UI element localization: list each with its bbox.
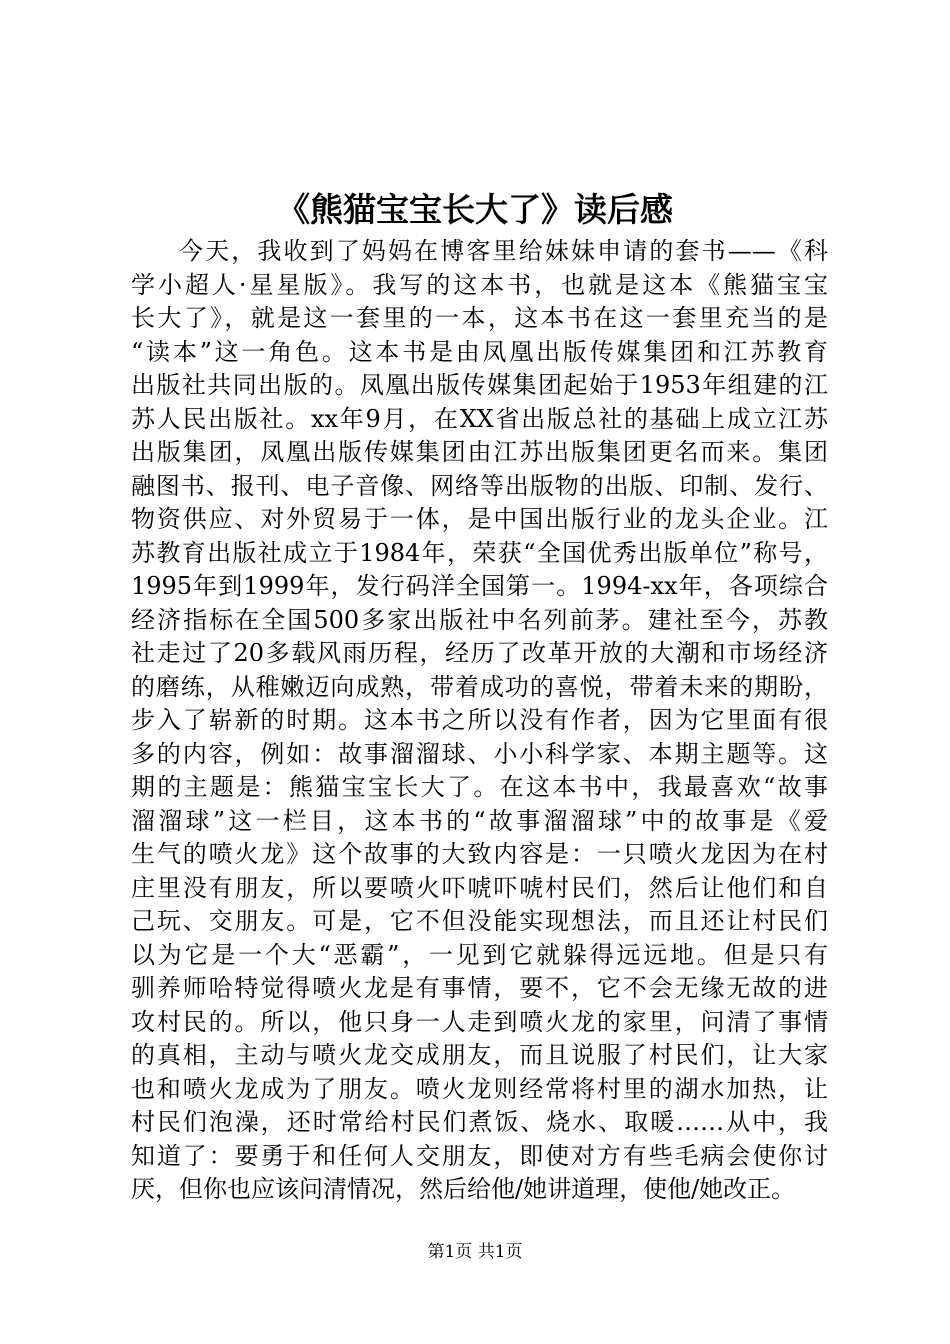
body-line: 也和喷火龙成为了朋友。喷火龙则经常将村里的湖水加热，让 (131, 1074, 828, 1103)
body-line: 社走过了20多载风雨历程，经历了改革开放的大潮和市场经济 (131, 639, 828, 667)
body-line: 苏教育出版社成立于1984年，荣获“全国优秀出版单位”称号， (131, 538, 828, 567)
body-line: 厌，但你也应该问清情况，然后给他/她讲道理，使他/她改正。 (131, 1175, 796, 1203)
body-line: 经济指标在全国500多家出版社中名列前茅。建社至今，苏教 (131, 605, 828, 634)
body-line: 的磨练，从稚嫩迈向成熟，带着成功的喜悦，带着未来的期盼， (131, 672, 828, 701)
body-line: 步入了崭新的时期。这本书之所以没有作者，因为它里面有很 (131, 706, 828, 734)
body-line: 的真相，主动与喷火龙交成朋友，而且说服了村民们，让大家 (131, 1041, 828, 1069)
body-line: 期的主题是：熊猫宝宝长大了。在这本书中，我最喜欢“故事 (131, 773, 828, 801)
body-line: 融图书、报刊、电子音像、网络等出版物的出版、印制、发行、 (131, 471, 828, 500)
body-line: 知道了：要勇于和任何人交朋友，即使对方有些毛病会使你讨 (131, 1141, 828, 1170)
page-footer: 第1页 共1页 (427, 1242, 523, 1262)
body-line: 以为它是一个大“恶霸”，一见到它就躲得远远地。但是只有 (131, 940, 828, 969)
body-line: 驯养师哈特觉得喷火龙是有事情，要不，它不会无缘无故的进 (131, 974, 828, 1002)
document-body (131, 235, 828, 1207)
body-line: 出版社共同出版的。凤凰出版传媒集团起始于1953年组建的江 (131, 371, 828, 399)
body-line: 攻村民的。所以，他只身一人走到喷火龙的家里，问清了事情 (131, 1007, 828, 1036)
body-line: 村民们泡澡，还时常给村民们煮饭、烧水、取暖……从中，我 (131, 1108, 828, 1136)
body-line: 溜溜球”这一栏目，这本书的“故事溜溜球”中的故事是《爱 (131, 806, 828, 835)
body-line: 多的内容，例如：故事溜溜球、小小科学家、本期主题等。这 (131, 739, 828, 768)
body-line: 1995年到1999年，发行码洋全国第一。1994-xx年，各项综合 (131, 572, 828, 600)
body-line: 出版集团，凤凰出版传媒集团由江苏出版集团更名而来。集团 (131, 438, 828, 466)
body-line: 苏人民出版社。xx年9月，在XX省出版总社的基础上成立江苏 (131, 404, 828, 433)
body-line: 今天，我收到了妈妈在博客里给妹妹申请的套书——《科 (179, 237, 828, 265)
document-title: 《熊猫宝宝长大了》读后感 (277, 190, 673, 229)
body-line: 己玩、交朋友。可是，它不但没能实现想法，而且还让村民们 (131, 907, 828, 935)
body-line: “读本”这一角色。这本书是由凤凰出版传媒集团和江苏教育 (131, 337, 828, 366)
body-line: 物资供应、对外贸易于一体，是中国出版行业的龙头企业。江 (131, 505, 828, 533)
body-line: 庄里没有朋友，所以要喷火吓唬吓唬村民们，然后让他们和自 (131, 873, 828, 902)
body-line: 长大了》，就是这一套里的一本，这本书在这一套里充当的是 (131, 304, 828, 332)
body-line: 生气的喷火龙》这个故事的大致内容是：一只喷火龙因为在村 (131, 840, 828, 868)
body-line: 学小超人·星星版》。我写的这本书，也就是这本《熊猫宝宝 (131, 270, 828, 299)
